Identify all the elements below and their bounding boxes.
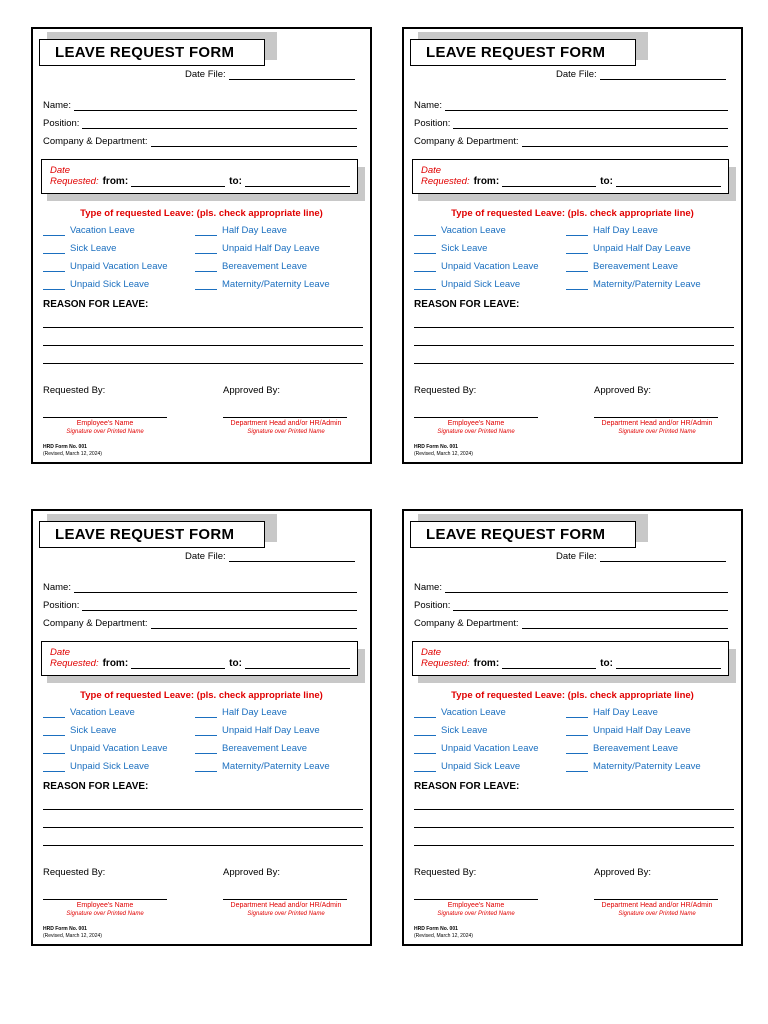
approver-signature-line[interactable] xyxy=(223,417,347,418)
employee-signature-line[interactable] xyxy=(43,899,167,900)
leave-option-label: Half Day Leave xyxy=(593,707,658,718)
to-label: to: xyxy=(229,176,242,187)
date-file-label: Date File: xyxy=(556,551,597,562)
company-line xyxy=(522,136,728,147)
check-line[interactable] xyxy=(414,262,436,272)
employee-signature-note: Signature over Printed Name xyxy=(437,429,515,435)
position-label: Position: xyxy=(43,118,80,129)
leave-option-label: Vacation Leave xyxy=(441,225,506,236)
to-date-field[interactable] xyxy=(616,176,721,187)
leave-option-label: Unpaid Half Day Leave xyxy=(593,243,691,254)
check-line[interactable] xyxy=(195,762,217,772)
title-box xyxy=(39,521,265,548)
date-requested-box xyxy=(412,641,729,676)
reason-heading: REASON FOR LEAVE: xyxy=(414,781,520,792)
date-file-field[interactable] xyxy=(185,69,355,80)
check-line[interactable] xyxy=(414,762,436,772)
company-field[interactable] xyxy=(414,618,728,629)
leave-option-label: Unpaid Sick Leave xyxy=(70,761,150,772)
leave-option[interactable] xyxy=(43,743,168,754)
from-date-field[interactable] xyxy=(502,176,596,187)
leave-option[interactable] xyxy=(566,225,658,236)
leave-option[interactable] xyxy=(566,707,658,718)
leave-option-label: Unpaid Vacation Leave xyxy=(70,261,168,272)
company-line xyxy=(522,618,728,629)
check-line[interactable] xyxy=(195,280,217,290)
check-line[interactable] xyxy=(414,226,436,236)
date-file-field[interactable] xyxy=(556,551,726,562)
check-line[interactable] xyxy=(195,708,217,718)
leave-option-label: Maternity/Paternity Leave xyxy=(593,761,701,772)
position-label: Position: xyxy=(414,600,451,611)
company-line xyxy=(151,136,357,147)
requested-by-label: Requested By: xyxy=(43,867,106,878)
name-field[interactable] xyxy=(43,582,357,593)
check-line[interactable] xyxy=(566,244,588,254)
name-field[interactable] xyxy=(414,100,728,111)
check-line[interactable] xyxy=(43,726,65,736)
form-title: LEAVE REQUEST FORM xyxy=(426,44,606,61)
check-line[interactable] xyxy=(43,280,65,290)
reason-line[interactable] xyxy=(43,345,363,346)
approved-by-label: Approved By: xyxy=(594,385,652,396)
leave-option-label: Unpaid Sick Leave xyxy=(441,279,521,290)
leave-option-label: Unpaid Sick Leave xyxy=(441,761,521,772)
leave-option[interactable] xyxy=(414,725,487,736)
form-title: LEAVE REQUEST FORM xyxy=(55,526,235,543)
leave-option-label: Vacation Leave xyxy=(70,225,135,236)
requested-label: Requested: xyxy=(421,658,470,669)
leave-option-label: Unpaid Half Day Leave xyxy=(222,725,320,736)
date-file-field[interactable] xyxy=(185,551,355,562)
date-requested-box xyxy=(412,159,729,194)
from-date-field[interactable] xyxy=(131,176,225,187)
employee-name-caption: Employee's Name xyxy=(447,902,505,909)
employee-signature-line[interactable] xyxy=(414,417,538,418)
check-line[interactable] xyxy=(195,244,217,254)
form-title: LEAVE REQUEST FORM xyxy=(55,44,235,61)
leave-option[interactable] xyxy=(414,243,487,254)
requested-by-label: Requested By: xyxy=(414,867,477,878)
leave-form-card-bottom-left xyxy=(31,509,372,946)
name-field[interactable] xyxy=(43,100,357,111)
leave-option-label: Bereavement Leave xyxy=(593,261,679,272)
date-requested-box xyxy=(41,641,358,676)
leave-type-heading: Type of requested Leave: (pls. check appropriate line) xyxy=(80,208,323,219)
form-title: LEAVE REQUEST FORM xyxy=(426,526,606,543)
leave-form-card-top-right xyxy=(402,27,743,464)
approver-signature-line[interactable] xyxy=(594,899,718,900)
date-file-line xyxy=(600,551,726,562)
reason-line[interactable] xyxy=(43,363,363,364)
check-line[interactable] xyxy=(414,726,436,736)
leave-option[interactable] xyxy=(195,725,320,736)
date-file-label: Date File: xyxy=(185,69,226,80)
reason-heading: REASON FOR LEAVE: xyxy=(414,299,520,310)
reason-heading: REASON FOR LEAVE: xyxy=(43,781,149,792)
leave-option[interactable] xyxy=(195,279,330,290)
date-file-label: Date File: xyxy=(185,551,226,562)
revision-date: (Revised, March 12, 2024) xyxy=(414,933,473,939)
leave-option[interactable] xyxy=(414,743,539,754)
date-range-row xyxy=(50,176,350,187)
date-file-field[interactable] xyxy=(556,69,726,80)
form-number: HRD Form No. 001 xyxy=(43,926,87,932)
approver-signature-line[interactable] xyxy=(223,899,347,900)
leave-option[interactable] xyxy=(566,261,678,272)
employee-signature-line[interactable] xyxy=(414,899,538,900)
from-label: from: xyxy=(473,176,500,187)
from-label: from: xyxy=(102,176,129,187)
leave-option[interactable] xyxy=(566,743,678,754)
position-line xyxy=(82,118,357,129)
leave-option[interactable] xyxy=(195,261,307,272)
approved-by-label: Approved By: xyxy=(223,867,281,878)
to-date-field[interactable] xyxy=(245,658,350,669)
date-label: Date xyxy=(50,647,71,658)
approver-name-caption: Department Head and/or HR/Admin xyxy=(230,420,342,427)
leave-option-label: Half Day Leave xyxy=(222,225,287,236)
leave-option[interactable] xyxy=(43,761,149,772)
title-box xyxy=(410,521,636,548)
check-line[interactable] xyxy=(566,762,588,772)
leave-option-label: Sick Leave xyxy=(441,725,488,736)
leave-type-heading: Type of requested Leave: (pls. check appropriate line) xyxy=(451,690,694,701)
name-line xyxy=(74,100,357,111)
position-field[interactable] xyxy=(414,600,728,611)
revision-date: (Revised, March 12, 2024) xyxy=(414,451,473,457)
name-field[interactable] xyxy=(414,582,728,593)
leave-option[interactable] xyxy=(43,261,168,272)
position-field[interactable] xyxy=(43,600,357,611)
employee-name-caption: Employee's Name xyxy=(447,420,505,427)
name-label: Name: xyxy=(43,100,71,111)
leave-option[interactable] xyxy=(43,243,116,254)
employee-name-caption: Employee's Name xyxy=(76,902,134,909)
reason-line[interactable] xyxy=(414,327,734,328)
company-label: Company & Department: xyxy=(414,136,519,147)
leave-option-label: Vacation Leave xyxy=(70,707,135,718)
check-line[interactable] xyxy=(566,708,588,718)
check-line[interactable] xyxy=(195,744,217,754)
leave-option-label: Bereavement Leave xyxy=(222,743,308,754)
leave-option-label: Maternity/Paternity Leave xyxy=(222,279,330,290)
date-range-row xyxy=(421,176,721,187)
title-box xyxy=(39,39,265,66)
leave-option[interactable] xyxy=(566,725,691,736)
from-date-field[interactable] xyxy=(131,658,225,669)
employee-signature-note: Signature over Printed Name xyxy=(437,911,515,917)
leave-option-label: Unpaid Vacation Leave xyxy=(441,261,539,272)
leave-option-label: Vacation Leave xyxy=(441,707,506,718)
leave-option-label: Sick Leave xyxy=(70,725,117,736)
approver-signature-line[interactable] xyxy=(594,417,718,418)
leave-option-label: Sick Leave xyxy=(70,243,117,254)
requested-by-label: Requested By: xyxy=(414,385,477,396)
check-line[interactable] xyxy=(43,744,65,754)
leave-option[interactable] xyxy=(195,761,330,772)
position-field[interactable] xyxy=(43,118,357,129)
form-number: HRD Form No. 001 xyxy=(414,926,458,932)
date-requested-box xyxy=(41,159,358,194)
date-file-line xyxy=(229,69,355,80)
name-line xyxy=(445,100,728,111)
to-label: to: xyxy=(600,176,613,187)
leave-option-label: Unpaid Vacation Leave xyxy=(70,743,168,754)
name-line xyxy=(74,582,357,593)
reason-line[interactable] xyxy=(43,809,363,810)
leave-option-label: Bereavement Leave xyxy=(593,743,679,754)
name-label: Name: xyxy=(414,582,442,593)
position-line xyxy=(82,600,357,611)
check-line[interactable] xyxy=(195,226,217,236)
employee-name-caption: Employee's Name xyxy=(76,420,134,427)
check-line[interactable] xyxy=(414,244,436,254)
leave-option[interactable] xyxy=(414,761,520,772)
check-line[interactable] xyxy=(566,280,588,290)
date-range-row xyxy=(50,658,350,669)
reason-line[interactable] xyxy=(414,827,734,828)
leave-option-label: Sick Leave xyxy=(441,243,488,254)
leave-option[interactable] xyxy=(43,725,116,736)
name-label: Name: xyxy=(414,100,442,111)
leave-option[interactable] xyxy=(43,279,149,290)
from-date-field[interactable] xyxy=(502,658,596,669)
check-line[interactable] xyxy=(43,244,65,254)
to-label: to: xyxy=(229,658,242,669)
check-line[interactable] xyxy=(43,762,65,772)
leave-option-label: Maternity/Paternity Leave xyxy=(222,761,330,772)
reason-line[interactable] xyxy=(414,809,734,810)
leave-option[interactable] xyxy=(195,743,307,754)
check-line[interactable] xyxy=(566,744,588,754)
date-file-line xyxy=(229,551,355,562)
leave-type-heading: Type of requested Leave: (pls. check appropriate line) xyxy=(80,690,323,701)
leave-option[interactable] xyxy=(566,761,701,772)
form-number: HRD Form No. 001 xyxy=(414,444,458,450)
leave-option-label: Half Day Leave xyxy=(593,225,658,236)
company-field[interactable] xyxy=(414,136,728,147)
title-box xyxy=(410,39,636,66)
requested-by-label: Requested By: xyxy=(43,385,106,396)
leave-option-label: Half Day Leave xyxy=(222,707,287,718)
leave-option[interactable] xyxy=(43,707,135,718)
employee-signature-note: Signature over Printed Name xyxy=(66,429,144,435)
reason-line[interactable] xyxy=(414,845,734,846)
check-line[interactable] xyxy=(414,744,436,754)
leave-option[interactable] xyxy=(414,279,520,290)
leave-option[interactable] xyxy=(195,225,287,236)
check-line[interactable] xyxy=(43,262,65,272)
check-line[interactable] xyxy=(195,726,217,736)
company-label: Company & Department: xyxy=(414,618,519,629)
check-line[interactable] xyxy=(43,226,65,236)
requested-label: Requested: xyxy=(50,658,99,669)
requested-label: Requested: xyxy=(421,176,470,187)
leave-option[interactable] xyxy=(195,707,287,718)
date-file-line xyxy=(600,69,726,80)
to-date-field[interactable] xyxy=(245,176,350,187)
requested-label: Requested: xyxy=(50,176,99,187)
check-line[interactable] xyxy=(414,280,436,290)
company-label: Company & Department: xyxy=(43,618,148,629)
date-label: Date xyxy=(421,647,442,658)
approved-by-label: Approved By: xyxy=(223,385,281,396)
revision-date: (Revised, March 12, 2024) xyxy=(43,451,102,457)
check-line[interactable] xyxy=(566,262,588,272)
name-label: Name: xyxy=(43,582,71,593)
leave-option-label: Unpaid Sick Leave xyxy=(70,279,150,290)
employee-signature-line[interactable] xyxy=(43,417,167,418)
check-line[interactable] xyxy=(566,726,588,736)
approver-signature-note: Signature over Printed Name xyxy=(247,911,325,917)
leave-option[interactable] xyxy=(414,225,506,236)
reason-line[interactable] xyxy=(43,845,363,846)
leave-option[interactable] xyxy=(414,707,506,718)
check-line[interactable] xyxy=(43,708,65,718)
position-label: Position: xyxy=(414,118,451,129)
company-field[interactable] xyxy=(43,136,357,147)
to-label: to: xyxy=(600,658,613,669)
to-date-field[interactable] xyxy=(616,658,721,669)
from-label: from: xyxy=(102,658,129,669)
employee-signature-note: Signature over Printed Name xyxy=(66,911,144,917)
leave-option-label: Bereavement Leave xyxy=(222,261,308,272)
approver-signature-note: Signature over Printed Name xyxy=(618,911,696,917)
from-label: from: xyxy=(473,658,500,669)
reason-line[interactable] xyxy=(43,327,363,328)
leave-type-heading: Type of requested Leave: (pls. check appropriate line) xyxy=(451,208,694,219)
reason-line[interactable] xyxy=(43,827,363,828)
leave-option-label: Unpaid Vacation Leave xyxy=(441,743,539,754)
approver-name-caption: Department Head and/or HR/Admin xyxy=(601,902,713,909)
check-line[interactable] xyxy=(414,708,436,718)
leave-option[interactable] xyxy=(195,243,320,254)
name-line xyxy=(445,582,728,593)
leave-option-label: Unpaid Half Day Leave xyxy=(593,725,691,736)
leave-option[interactable] xyxy=(566,279,701,290)
position-field[interactable] xyxy=(414,118,728,129)
company-line xyxy=(151,618,357,629)
approver-signature-note: Signature over Printed Name xyxy=(618,429,696,435)
leave-option-label: Maternity/Paternity Leave xyxy=(593,279,701,290)
reason-heading: REASON FOR LEAVE: xyxy=(43,299,149,310)
form-number: HRD Form No. 001 xyxy=(43,444,87,450)
reason-line[interactable] xyxy=(414,363,734,364)
company-field[interactable] xyxy=(43,618,357,629)
check-line[interactable] xyxy=(566,226,588,236)
reason-line[interactable] xyxy=(414,345,734,346)
position-line xyxy=(453,118,728,129)
leave-option[interactable] xyxy=(566,243,691,254)
approver-name-caption: Department Head and/or HR/Admin xyxy=(230,902,342,909)
approver-signature-note: Signature over Printed Name xyxy=(247,429,325,435)
position-line xyxy=(453,600,728,611)
leave-form-card-top-left xyxy=(31,27,372,464)
leave-form-card-bottom-right xyxy=(402,509,743,946)
date-range-row xyxy=(421,658,721,669)
leave-option[interactable] xyxy=(43,225,135,236)
approver-name-caption: Department Head and/or HR/Admin xyxy=(601,420,713,427)
approved-by-label: Approved By: xyxy=(594,867,652,878)
check-line[interactable] xyxy=(195,262,217,272)
leave-option-label: Unpaid Half Day Leave xyxy=(222,243,320,254)
leave-option[interactable] xyxy=(414,261,539,272)
revision-date: (Revised, March 12, 2024) xyxy=(43,933,102,939)
date-label: Date xyxy=(50,165,71,176)
date-file-label: Date File: xyxy=(556,69,597,80)
date-label: Date xyxy=(421,165,442,176)
position-label: Position: xyxy=(43,600,80,611)
company-label: Company & Department: xyxy=(43,136,148,147)
